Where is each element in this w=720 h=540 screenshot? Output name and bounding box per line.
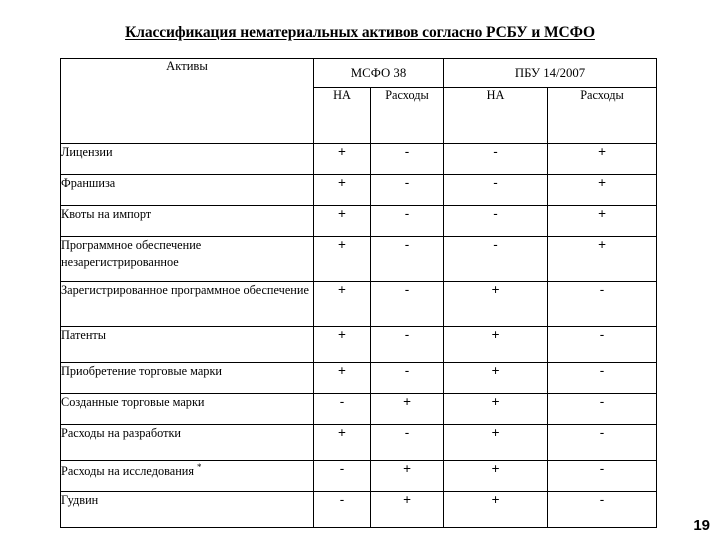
row-label: Созданные торговые марки xyxy=(61,394,314,425)
row-label: Лицензии xyxy=(61,144,314,175)
cell-pbu-na: + xyxy=(444,327,548,363)
cell-ifrs-na: + xyxy=(314,237,371,282)
cell-pbu-expenses: + xyxy=(548,175,657,206)
row-label: Гудвин xyxy=(61,492,314,528)
row-label: Патенты xyxy=(61,327,314,363)
row-label: Приобретение торговые марки xyxy=(61,363,314,394)
cell-ifrs-na: - xyxy=(314,394,371,425)
row-label: Квоты на импорт xyxy=(61,206,314,237)
cell-ifrs-na: + xyxy=(314,282,371,327)
table-body xyxy=(61,144,657,528)
column-group-ifrs38: МСФО 38 xyxy=(314,59,444,88)
header-row-groups xyxy=(61,59,657,88)
cell-pbu-expenses: + xyxy=(548,206,657,237)
cell-ifrs-expenses: - xyxy=(371,175,444,206)
row-label: Франшиза xyxy=(61,175,314,206)
table-row xyxy=(61,425,657,461)
cell-ifrs-na: + xyxy=(314,175,371,206)
cell-ifrs-expenses: - xyxy=(371,144,444,175)
cell-pbu-expenses: - xyxy=(548,425,657,461)
cell-pbu-na: + xyxy=(444,492,548,528)
cell-ifrs-na: + xyxy=(314,206,371,237)
column-group-pbu14: ПБУ 14/2007 xyxy=(444,59,657,88)
cell-pbu-expenses: - xyxy=(548,363,657,394)
cell-ifrs-expenses: - xyxy=(371,237,444,282)
table-row xyxy=(61,206,657,237)
cell-pbu-na: - xyxy=(444,175,548,206)
assets-classification-table xyxy=(60,58,657,528)
column-header-pbu-expenses: Расходы xyxy=(548,88,657,144)
cell-pbu-na: - xyxy=(444,237,548,282)
column-header-ifrs-expenses: Расходы xyxy=(371,88,444,144)
table-row xyxy=(61,144,657,175)
table-row xyxy=(61,492,657,528)
cell-pbu-expenses: - xyxy=(548,461,657,492)
cell-ifrs-expenses: + xyxy=(371,461,444,492)
row-label: Зарегистрированное программное обеспечение xyxy=(61,282,314,327)
cell-ifrs-expenses: - xyxy=(371,363,444,394)
cell-pbu-na: + xyxy=(444,461,548,492)
row-label xyxy=(61,461,314,492)
cell-ifrs-expenses: - xyxy=(371,206,444,237)
cell-pbu-na: + xyxy=(444,363,548,394)
cell-pbu-expenses: + xyxy=(548,144,657,175)
table-row xyxy=(61,394,657,425)
cell-ifrs-expenses: + xyxy=(371,394,444,425)
row-label: Программное обеспечение незарегистрированное xyxy=(61,237,314,282)
cell-ifrs-na: + xyxy=(314,144,371,175)
cell-pbu-na: + xyxy=(444,394,548,425)
table-row xyxy=(61,237,657,282)
cell-ifrs-na: + xyxy=(314,363,371,394)
table-row xyxy=(61,461,657,492)
table-row xyxy=(61,175,657,206)
cell-pbu-expenses: - xyxy=(548,282,657,327)
cell-ifrs-na: + xyxy=(314,425,371,461)
cell-ifrs-na: - xyxy=(314,492,371,528)
cell-ifrs-expenses: - xyxy=(371,425,444,461)
cell-pbu-expenses: - xyxy=(548,327,657,363)
cell-pbu-na: - xyxy=(444,144,548,175)
cell-pbu-na: + xyxy=(444,425,548,461)
column-header-pbu-na: НА xyxy=(444,88,548,144)
cell-ifrs-expenses: - xyxy=(371,282,444,327)
cell-pbu-na: + xyxy=(444,282,548,327)
cell-pbu-na: - xyxy=(444,206,548,237)
cell-ifrs-expenses: + xyxy=(371,492,444,528)
cell-pbu-expenses: - xyxy=(548,492,657,528)
row-label-text: Расходы на исследования xyxy=(61,464,195,479)
cell-ifrs-na: + xyxy=(314,327,371,363)
column-header-assets: Активы xyxy=(61,59,314,144)
page-title xyxy=(0,24,720,42)
page-title-text: Классификация нематериальных активов согласно РСБУ и МСФО xyxy=(125,24,595,41)
table-header xyxy=(61,59,657,144)
table-row xyxy=(61,363,657,394)
footnote-marker: * xyxy=(197,462,202,472)
row-label: Расходы на разработки xyxy=(61,425,314,461)
cell-ifrs-expenses: - xyxy=(371,327,444,363)
cell-pbu-expenses: + xyxy=(548,237,657,282)
cell-ifrs-na: - xyxy=(314,461,371,492)
column-header-ifrs-na: НА xyxy=(314,88,371,144)
table-row xyxy=(61,327,657,363)
page-number: 19 xyxy=(693,517,710,534)
table-row xyxy=(61,282,657,327)
cell-pbu-expenses: - xyxy=(548,394,657,425)
